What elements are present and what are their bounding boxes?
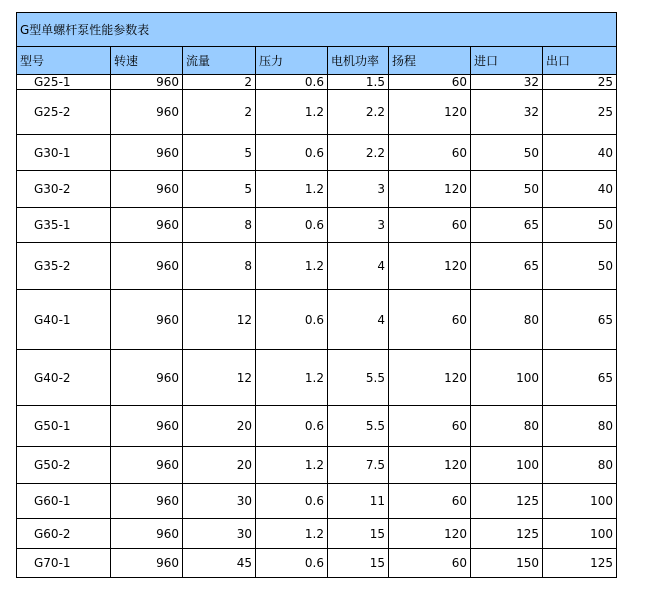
header-head: 扬程: [389, 47, 471, 75]
table-row: [17, 549, 617, 578]
cell-flow: 20: [183, 406, 256, 447]
table-row: [17, 519, 617, 549]
cell-speed: 960: [111, 406, 183, 447]
cell-head: 60: [389, 406, 471, 447]
header-pressure: 压力: [256, 47, 328, 75]
cell-motor-power: 1.5: [328, 75, 389, 90]
cell-speed: 960: [111, 90, 183, 135]
table-row: [17, 350, 617, 406]
cell-flow: 45: [183, 549, 256, 578]
cell-head: 120: [389, 243, 471, 290]
cell-inlet: 50: [471, 171, 543, 208]
cell-pressure: 1.2: [256, 447, 328, 484]
cell-motor-power: 3: [328, 171, 389, 208]
cell-outlet: 100: [543, 519, 617, 549]
cell-flow: 8: [183, 208, 256, 243]
table-row: [17, 243, 617, 290]
cell-flow: 5: [183, 135, 256, 171]
cell-inlet: 100: [471, 350, 543, 406]
cell-model: G25-1: [17, 75, 111, 90]
cell-motor-power: 15: [328, 549, 389, 578]
cell-outlet: 125: [543, 549, 617, 578]
table-header-row: [17, 47, 617, 75]
cell-outlet: 50: [543, 243, 617, 290]
cell-speed: 960: [111, 75, 183, 90]
header-inlet: 进口: [471, 47, 543, 75]
table-row: [17, 135, 617, 171]
cell-outlet: 65: [543, 350, 617, 406]
cell-head: 120: [389, 519, 471, 549]
cell-speed: 960: [111, 350, 183, 406]
header-outlet: 出口: [543, 47, 617, 75]
table-row: [17, 484, 617, 519]
cell-speed: 960: [111, 549, 183, 578]
cell-pressure: 1.2: [256, 350, 328, 406]
cell-inlet: 50: [471, 135, 543, 171]
cell-inlet: 125: [471, 484, 543, 519]
cell-outlet: 80: [543, 406, 617, 447]
cell-head: 60: [389, 484, 471, 519]
cell-model: G30-2: [17, 171, 111, 208]
table-row: [17, 447, 617, 484]
cell-pressure: 0.6: [256, 549, 328, 578]
cell-motor-power: 3: [328, 208, 389, 243]
cell-inlet: 100: [471, 447, 543, 484]
cell-speed: 960: [111, 171, 183, 208]
cell-flow: 12: [183, 350, 256, 406]
cell-pressure: 1.2: [256, 90, 328, 135]
cell-inlet: 65: [471, 243, 543, 290]
pump-parameter-table: [16, 12, 617, 578]
cell-pressure: 0.6: [256, 135, 328, 171]
cell-motor-power: 11: [328, 484, 389, 519]
cell-model: G30-1: [17, 135, 111, 171]
cell-speed: 960: [111, 135, 183, 171]
cell-head: 120: [389, 171, 471, 208]
cell-motor-power: 15: [328, 519, 389, 549]
cell-outlet: 100: [543, 484, 617, 519]
cell-speed: 960: [111, 447, 183, 484]
cell-head: 60: [389, 208, 471, 243]
cell-pressure: 0.6: [256, 75, 328, 90]
header-model: 型号: [17, 47, 111, 75]
cell-model: G70-1: [17, 549, 111, 578]
cell-speed: 960: [111, 290, 183, 350]
table-row: [17, 90, 617, 135]
cell-outlet: 50: [543, 208, 617, 243]
cell-pressure: 0.6: [256, 208, 328, 243]
cell-motor-power: 5.5: [328, 350, 389, 406]
cell-outlet: 40: [543, 171, 617, 208]
cell-inlet: 32: [471, 90, 543, 135]
cell-motor-power: 2.2: [328, 135, 389, 171]
cell-speed: 960: [111, 519, 183, 549]
cell-model: G35-1: [17, 208, 111, 243]
cell-inlet: 150: [471, 549, 543, 578]
cell-flow: 8: [183, 243, 256, 290]
cell-head: 120: [389, 90, 471, 135]
cell-outlet: 25: [543, 90, 617, 135]
table-row: [17, 406, 617, 447]
cell-model: G40-1: [17, 290, 111, 350]
cell-flow: 30: [183, 484, 256, 519]
cell-motor-power: 4: [328, 243, 389, 290]
cell-head: 60: [389, 135, 471, 171]
spreadsheet-table-area: [16, 12, 617, 578]
cell-speed: 960: [111, 208, 183, 243]
cell-head: 120: [389, 447, 471, 484]
cell-outlet: 40: [543, 135, 617, 171]
cell-motor-power: 5.5: [328, 406, 389, 447]
cell-inlet: 80: [471, 290, 543, 350]
header-speed: 转速: [111, 47, 183, 75]
cell-model: G60-2: [17, 519, 111, 549]
cell-flow: 20: [183, 447, 256, 484]
cell-head: 60: [389, 290, 471, 350]
cell-head: 60: [389, 75, 471, 90]
cell-model: G50-2: [17, 447, 111, 484]
cell-outlet: 65: [543, 290, 617, 350]
table-row: [17, 75, 617, 90]
cell-pressure: 0.6: [256, 406, 328, 447]
table-row: [17, 171, 617, 208]
cell-inlet: 125: [471, 519, 543, 549]
cell-head: 60: [389, 549, 471, 578]
cell-motor-power: 4: [328, 290, 389, 350]
table-title: G型单螺杆泵性能参数表: [17, 13, 617, 47]
cell-model: G25-2: [17, 90, 111, 135]
cell-speed: 960: [111, 243, 183, 290]
cell-inlet: 32: [471, 75, 543, 90]
cell-motor-power: 2.2: [328, 90, 389, 135]
cell-flow: 2: [183, 75, 256, 90]
cell-head: 120: [389, 350, 471, 406]
cell-speed: 960: [111, 484, 183, 519]
cell-inlet: 65: [471, 208, 543, 243]
cell-model: G60-1: [17, 484, 111, 519]
cell-pressure: 0.6: [256, 290, 328, 350]
table-row: [17, 208, 617, 243]
cell-model: G50-1: [17, 406, 111, 447]
header-flow: 流量: [183, 47, 256, 75]
cell-model: G35-2: [17, 243, 111, 290]
cell-flow: 12: [183, 290, 256, 350]
cell-outlet: 80: [543, 447, 617, 484]
cell-outlet: 25: [543, 75, 617, 90]
cell-motor-power: 7.5: [328, 447, 389, 484]
table-row: [17, 290, 617, 350]
cell-pressure: 1.2: [256, 243, 328, 290]
cell-flow: 5: [183, 171, 256, 208]
cell-flow: 2: [183, 90, 256, 135]
cell-inlet: 80: [471, 406, 543, 447]
cell-pressure: 1.2: [256, 519, 328, 549]
cell-pressure: 1.2: [256, 171, 328, 208]
cell-model: G40-2: [17, 350, 111, 406]
header-motor-power: 电机功率: [328, 47, 389, 75]
table-title-row: [17, 13, 617, 47]
cell-flow: 30: [183, 519, 256, 549]
cell-pressure: 0.6: [256, 484, 328, 519]
